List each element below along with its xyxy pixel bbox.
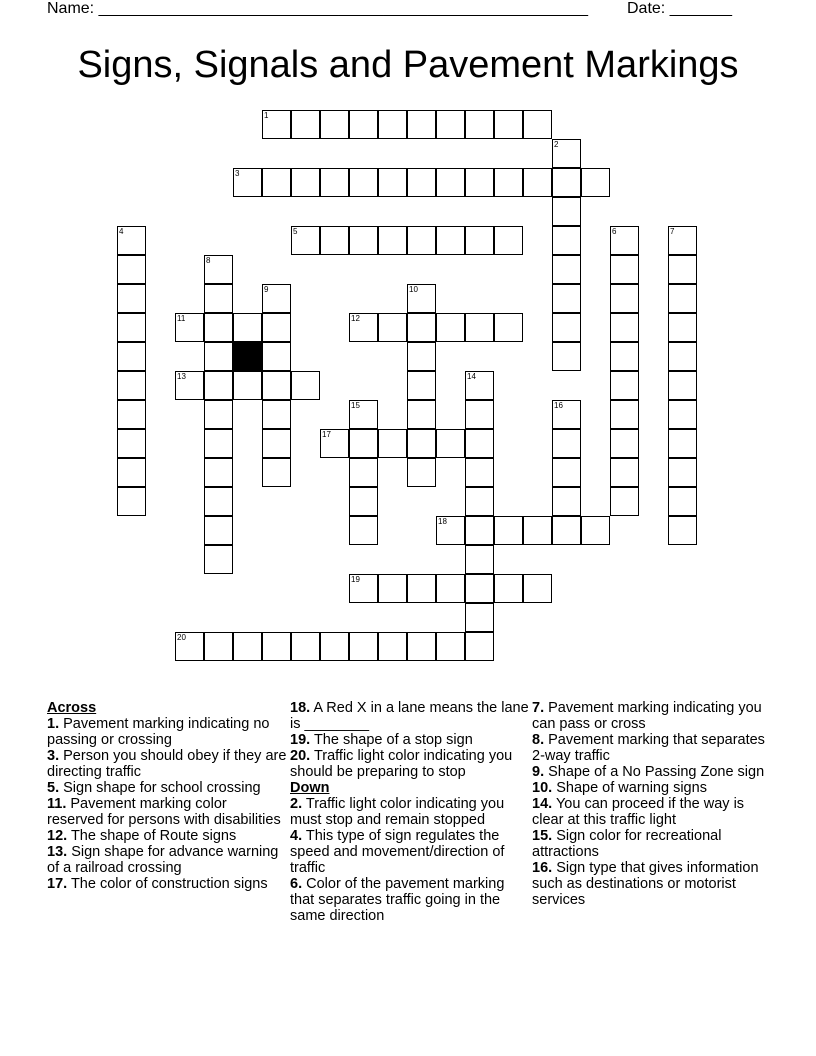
clue-down-4: 4. This type of sign regulates the speed and movement/direction of traffic (290, 828, 505, 876)
grid-cell[interactable] (175, 632, 204, 661)
grid-cell[interactable] (552, 313, 581, 342)
grid-cell[interactable] (494, 516, 523, 545)
grid-cell[interactable] (233, 371, 262, 400)
grid-cell[interactable] (552, 168, 581, 197)
clue-number: 18 (438, 517, 447, 526)
grid-cell[interactable] (204, 400, 233, 429)
grid-cell[interactable] (668, 400, 697, 429)
clue-number: 19 (351, 575, 360, 584)
grid-cell[interactable] (407, 458, 436, 487)
grid-cell[interactable] (465, 371, 494, 400)
grid-cell[interactable] (204, 632, 233, 661)
clue-across-5: 5. Sign shape for school crossing (47, 780, 261, 796)
clue-down-7: 7. Pavement marking indicating you can pass or cross (532, 700, 762, 732)
clue-across-13: 13. Sign shape for advance warning of a railroad crossing (47, 844, 279, 876)
grid-cell[interactable] (610, 342, 639, 371)
grid-cell[interactable] (349, 226, 378, 255)
grid-cell[interactable] (291, 168, 320, 197)
grid-cell[interactable] (552, 342, 581, 371)
grid-cell[interactable] (320, 226, 349, 255)
grid-cell[interactable] (262, 168, 291, 197)
clue-down-9: 9. Shape of a No Passing Zone sign (532, 764, 765, 780)
grid-cell[interactable] (407, 342, 436, 371)
grid-cell[interactable] (610, 226, 639, 255)
grid-cell[interactable] (320, 632, 349, 661)
down-heading: Down (290, 780, 330, 796)
grid-cell[interactable] (552, 197, 581, 226)
grid-cell[interactable] (378, 313, 407, 342)
grid-cell[interactable] (291, 371, 320, 400)
grid-cell[interactable] (233, 168, 262, 197)
grid-cell[interactable] (117, 226, 146, 255)
clue-number: 6 (612, 227, 617, 236)
grid-cell[interactable] (204, 313, 233, 342)
clue-number: 16 (554, 401, 563, 410)
clue-number: 9 (264, 285, 269, 294)
clue-number: 5 (293, 227, 298, 236)
grid-cell[interactable] (349, 400, 378, 429)
grid-cell[interactable] (291, 632, 320, 661)
grid-block (233, 342, 262, 371)
grid-cell[interactable] (204, 429, 233, 458)
grid-cell[interactable] (407, 110, 436, 139)
grid-cell[interactable] (668, 487, 697, 516)
grid-cell[interactable] (436, 226, 465, 255)
grid-cell[interactable] (407, 574, 436, 603)
grid-cell[interactable] (494, 110, 523, 139)
clue-across-12: 12. The shape of Route signs (47, 828, 237, 844)
grid-cell[interactable] (378, 429, 407, 458)
grid-cell[interactable] (494, 226, 523, 255)
grid-cell[interactable] (465, 632, 494, 661)
clue-across-18: 18. A Red X in a lane means the lane is ________ (290, 700, 529, 732)
grid-cell[interactable] (117, 487, 146, 516)
clue-number: 12 (351, 314, 360, 323)
clue-down-16: 16. Sign type that gives information such as destinations or motorist services (532, 860, 759, 908)
grid-cell[interactable] (581, 168, 610, 197)
grid-cell[interactable] (668, 255, 697, 284)
grid-cell[interactable] (610, 429, 639, 458)
page-title: Signs, Signals and Pavement Markings (77, 44, 739, 86)
grid-cell[interactable] (262, 429, 291, 458)
clue-across-1: 1. Pavement marking indicating no passing or crossing (47, 716, 270, 748)
grid-cell[interactable] (436, 574, 465, 603)
grid-cell[interactable] (407, 400, 436, 429)
clues-column-3 (532, 700, 772, 908)
grid-cell[interactable] (204, 545, 233, 574)
clue-across-20: 20. Traffic light color indicating you should be preparing to stop (290, 748, 513, 780)
grid-cell[interactable] (581, 516, 610, 545)
clue-down-10: 10. Shape of warning signs (532, 780, 707, 796)
clue-number: 11 (177, 314, 186, 323)
grid-cell[interactable] (523, 168, 552, 197)
grid-cell[interactable] (407, 429, 436, 458)
grid-cell[interactable] (465, 487, 494, 516)
grid-cell[interactable] (552, 139, 581, 168)
clue-down-8: 8. Pavement marking that separates 2-way traffic (532, 732, 765, 764)
grid-cell[interactable] (610, 487, 639, 516)
grid-cell[interactable] (378, 632, 407, 661)
clue-number: 20 (177, 633, 186, 642)
grid-cell[interactable] (262, 400, 291, 429)
grid-cell[interactable] (552, 226, 581, 255)
grid-cell[interactable] (552, 284, 581, 313)
grid-cell[interactable] (407, 284, 436, 313)
clue-down-2: 2. Traffic light color indicating you must stop and remain stopped (290, 796, 505, 828)
grid-cell[interactable] (552, 255, 581, 284)
clue-number: 17 (322, 430, 331, 439)
grid-cell[interactable] (349, 487, 378, 516)
grid-cell[interactable] (233, 632, 262, 661)
grid-cell[interactable] (349, 516, 378, 545)
grid-cell[interactable] (117, 255, 146, 284)
grid-cell[interactable] (465, 545, 494, 574)
clue-down-15: 15. Sign color for recreational attractions (532, 828, 722, 860)
grid-cell[interactable] (610, 313, 639, 342)
grid-cell[interactable] (494, 168, 523, 197)
grid-cell[interactable] (465, 574, 494, 603)
clue-number: 7 (670, 227, 675, 236)
grid-cell[interactable] (407, 632, 436, 661)
clue-down-6: 6. Color of the pavement marking that separates traffic going in the same direction (290, 876, 505, 924)
grid-cell[interactable] (407, 313, 436, 342)
clue-number: 4 (119, 227, 124, 236)
grid-cell[interactable] (436, 429, 465, 458)
grid-cell[interactable] (494, 313, 523, 342)
grid-cell[interactable] (610, 371, 639, 400)
clue-number: 13 (177, 372, 186, 381)
grid-cell[interactable] (407, 168, 436, 197)
grid-cell[interactable] (668, 226, 697, 255)
grid-cell[interactable] (523, 574, 552, 603)
grid-cell[interactable] (262, 371, 291, 400)
across-heading: Across (47, 700, 97, 716)
clue-number: 2 (554, 140, 559, 149)
grid-cell[interactable] (465, 458, 494, 487)
grid-cell[interactable] (436, 632, 465, 661)
grid-cell[interactable] (610, 400, 639, 429)
grid-cell[interactable] (523, 516, 552, 545)
clues-column-1 (47, 700, 287, 892)
grid-cell[interactable] (117, 429, 146, 458)
grid-cell[interactable] (262, 313, 291, 342)
grid-cell[interactable] (436, 168, 465, 197)
grid-cell[interactable] (117, 284, 146, 313)
clue-number: 3 (235, 169, 240, 178)
grid-cell[interactable] (465, 603, 494, 632)
grid-cell[interactable] (465, 110, 494, 139)
grid-cell[interactable] (349, 313, 378, 342)
grid-cell[interactable] (349, 429, 378, 458)
grid-cell[interactable] (204, 516, 233, 545)
grid-cell[interactable] (262, 458, 291, 487)
grid-cell[interactable] (349, 110, 378, 139)
grid-cell[interactable] (668, 342, 697, 371)
clue-across-17: 17. The color of construction signs (47, 876, 268, 892)
grid-cell[interactable] (349, 632, 378, 661)
grid-cell[interactable] (262, 284, 291, 313)
grid-cell[interactable] (262, 342, 291, 371)
grid-cell[interactable] (233, 313, 262, 342)
grid-cell[interactable] (668, 516, 697, 545)
grid-cell[interactable] (610, 255, 639, 284)
grid-cell[interactable] (204, 284, 233, 313)
grid-cell[interactable] (436, 516, 465, 545)
grid-cell[interactable] (465, 313, 494, 342)
grid-cell[interactable] (291, 110, 320, 139)
grid-cell[interactable] (320, 429, 349, 458)
grid-cell[interactable] (552, 429, 581, 458)
grid-cell[interactable] (378, 168, 407, 197)
grid-cell[interactable] (175, 313, 204, 342)
grid-cell[interactable] (668, 371, 697, 400)
clue-across-19: 19. The shape of a stop sign (290, 732, 473, 748)
date-field: Date: _______ (627, 0, 732, 17)
grid-cell[interactable] (204, 371, 233, 400)
grid-cell[interactable] (349, 458, 378, 487)
grid-cell[interactable] (378, 110, 407, 139)
grid-cell[interactable] (465, 400, 494, 429)
grid-cell[interactable] (668, 458, 697, 487)
grid-cell[interactable] (204, 458, 233, 487)
grid-cell[interactable] (117, 313, 146, 342)
clues-column-2 (290, 700, 530, 924)
grid-cell[interactable] (668, 429, 697, 458)
grid-cell[interactable] (465, 429, 494, 458)
grid-cell[interactable] (117, 371, 146, 400)
grid-cell[interactable] (552, 487, 581, 516)
grid-cell[interactable] (117, 342, 146, 371)
grid-cell[interactable] (610, 284, 639, 313)
grid-cell[interactable] (117, 400, 146, 429)
grid-cell[interactable] (349, 168, 378, 197)
grid-cell[interactable] (610, 458, 639, 487)
grid-cell[interactable] (494, 574, 523, 603)
grid-cell[interactable] (320, 168, 349, 197)
clue-number: 14 (467, 372, 476, 381)
clue-number: 15 (351, 401, 360, 410)
grid-cell[interactable] (668, 284, 697, 313)
clue-number: 10 (409, 285, 418, 294)
grid-cell[interactable] (175, 371, 204, 400)
grid-cell[interactable] (349, 574, 378, 603)
grid-cell[interactable] (552, 400, 581, 429)
grid-cell[interactable] (262, 110, 291, 139)
name-field: Name: _______________________________________________________ (47, 0, 588, 17)
clue-across-3: 3. Person you should obey if they are directing traffic (47, 748, 287, 780)
grid-cell[interactable] (523, 110, 552, 139)
clue-across-11: 11. Pavement marking color reserved for persons with disabilities (47, 796, 281, 828)
grid-cell[interactable] (320, 110, 349, 139)
grid-cell[interactable] (204, 255, 233, 284)
grid-cell[interactable] (262, 632, 291, 661)
grid-cell[interactable] (465, 168, 494, 197)
clue-number: 1 (264, 111, 269, 120)
grid-cell[interactable] (552, 516, 581, 545)
grid-cell[interactable] (465, 226, 494, 255)
grid-cell[interactable] (436, 313, 465, 342)
grid-cell[interactable] (436, 110, 465, 139)
grid-cell[interactable] (407, 371, 436, 400)
clue-number: 8 (206, 256, 211, 265)
clue-down-14: 14. You can proceed if the way is clear at this traffic light (532, 796, 745, 828)
grid-cell[interactable] (465, 516, 494, 545)
grid-cell[interactable] (407, 226, 436, 255)
grid-cell[interactable] (378, 574, 407, 603)
grid-cell[interactable] (204, 342, 233, 371)
grid-cell[interactable] (204, 487, 233, 516)
grid-cell[interactable] (668, 313, 697, 342)
grid-cell[interactable] (552, 458, 581, 487)
grid-cell[interactable] (117, 458, 146, 487)
grid-cell[interactable] (291, 226, 320, 255)
grid-cell[interactable] (378, 226, 407, 255)
